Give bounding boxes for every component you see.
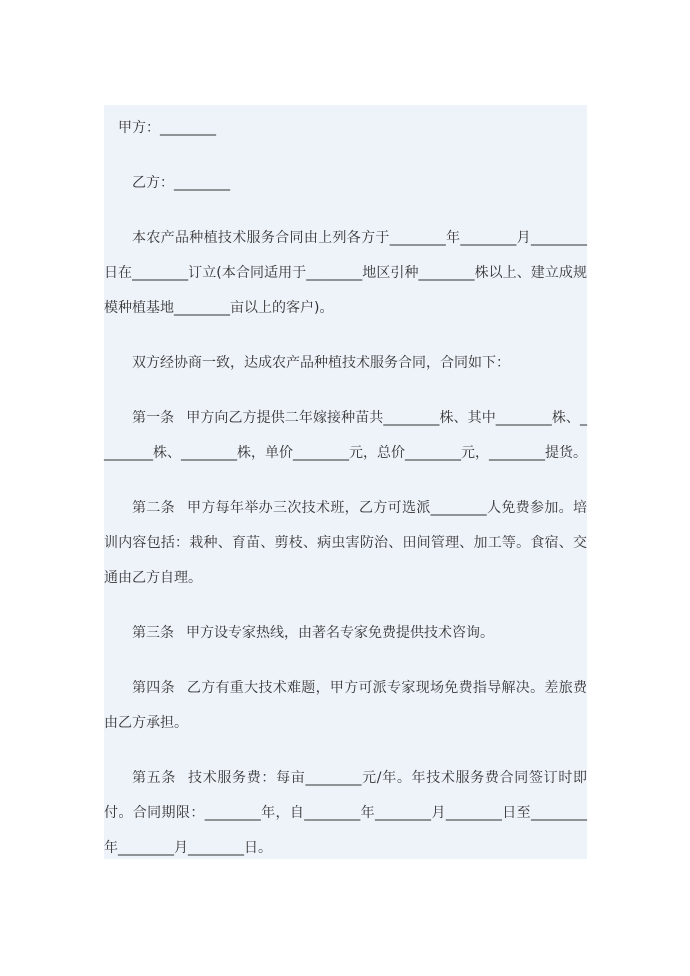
party-a-line: 甲方：________ — [118, 120, 216, 136]
clause-4-label: 第四条 — [132, 680, 175, 696]
clause-1-label: 第一条 — [132, 410, 175, 426]
clause-2 — [104, 491, 587, 596]
clause-5 — [104, 761, 587, 866]
contract-intro-paragraph: 本农产品种植技术服务合同由上列各方于________年________月________日在________订立(本合同适用于________地区引种________株以上、建立成规模种植基地________亩以上的客户)。 — [104, 230, 587, 316]
clause-3-text: 甲方设专家热线，由著名专家免费提供技术咨询。 — [186, 625, 494, 641]
clause-2-text: 甲方每年举办三次技术班，乙方可选派________人免费参加。培训内容包括：栽种、育苗、剪枝、病虫害防治、田间管理、加工等。食宿、交通由乙方自理。 — [104, 500, 587, 586]
clause-4 — [104, 671, 587, 741]
clause-4-text: 乙方有重大技术难题，甲方可派专家现场免费指导解决。差旅费由乙方承担。 — [104, 680, 588, 731]
clause-1 — [104, 401, 587, 471]
clause-1-text: 甲方向乙方提供二年嫁接种苗共________株、其中________株、________株、________株，单价________元，总价________元，________提货。 — [104, 410, 588, 461]
clause-3 — [104, 616, 587, 651]
clause-5-text: 技术服务费：每亩________元/年。年技术服务费合同签订时即付。合同期限：________年，自________年________月________日至________年________月________日。 — [104, 770, 587, 856]
agreement-statement: 双方经协商一致，达成农产品种植技术服务合同，合同如下： — [132, 355, 510, 371]
contract-document — [104, 105, 587, 859]
clause-2-label: 第二条 — [132, 500, 175, 516]
party-b-line: 乙方：________ — [132, 175, 230, 191]
clause-3-label: 第三条 — [132, 625, 174, 641]
clause-5-label: 第五条 — [132, 770, 177, 786]
